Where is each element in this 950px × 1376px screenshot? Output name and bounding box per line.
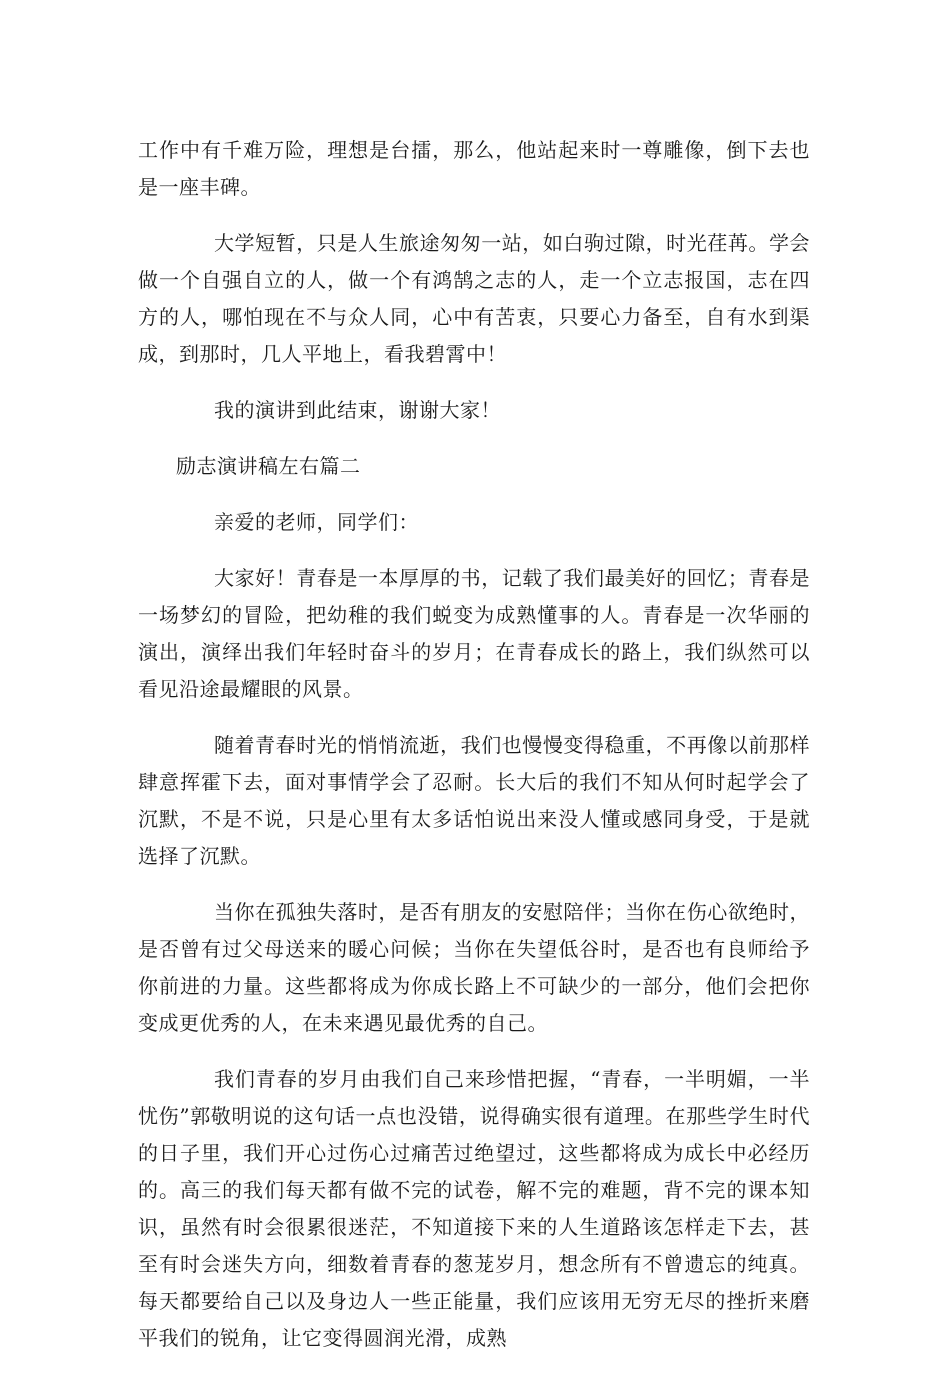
- paragraph-7: 随着青春时光的悄悄流逝，我们也慢慢变得稳重，不再像以前那样肆意挥霍下去，面对事情学会了忍耐。长大后的我们不知从何时起学会了沉默，不是不说，只是心里有太多话怕说出来没人懂或感同身受，于是就选择了沉默。: [138, 733, 810, 868]
- document-body: [138, 132, 810, 1376]
- paragraph-6: 大家好！青春是一本厚厚的书，记载了我们最美好的回忆；青春是一场梦幻的冒险，把幼稚的我们蜕变为成熟懂事的人。青春是一次华丽的演出，演绎出我们年轻时奋斗的岁月；在青春成长的路上，我们纵然可以看见沿途最耀眼的风景。: [138, 566, 810, 701]
- paragraph-2: 大学短暂，只是人生旅途匆匆一站，如白驹过隙，时光荏苒。学会做一个自强自立的人，做一个有鸿鹄之志的人，走一个立志报国，志在四方的人，哪怕现在不与众人同，心中有苦衷，只要心力备至，自有水到渠成，到那时，几人平地上，看我碧霄中！: [138, 231, 810, 366]
- section-heading: 励志演讲稿左右篇二: [176, 454, 361, 478]
- paragraph-1: 工作中有千难万险，理想是台擂，那么，他站起来时一尊雕像，倒下去也是一座丰碑。: [138, 138, 810, 199]
- paragraph-9: 我们青春的岁月由我们自己来珍惜把握，“青春，一半明媚，一半忧伤”郭敬明说的这句话一点也没错，说得确实很有道理。在那些学生时代的日子里，我们开心过伤心过痛苦过绝望过，这些都将成为成长中必经历的。高三的我们每天都有做不完的试卷，解不完的难题，背不完的课本知识，虽然有时会很累很迷茫，不知道接下来的人生道路该怎样走下去，甚至有时会迷失方向，细数着青春的葱茏岁月，想念所有不曾遗忘的纯真。每天都要给自己以及身边人一些正能量，我们应该用无穷无尽的挫折来磨平我们的锐角，让它变得圆润光滑，成熟: [138, 1067, 810, 1350]
- paragraph-8: 当你在孤独失落时，是否有朋友的安慰陪伴；当你在伤心欲绝时，是否曾有过父母送来的暖心问候；当你在失望低谷时，是否也有良师给予你前进的力量。这些都将成为你成长路上不可缺少的一部分，他们会把你变成更优秀的人，在未来遇见最优秀的自己。: [138, 900, 810, 1035]
- salutation: 亲爱的老师，同学们：: [214, 510, 419, 534]
- paragraph-3: 我的演讲到此结束，谢谢大家！: [214, 398, 501, 422]
